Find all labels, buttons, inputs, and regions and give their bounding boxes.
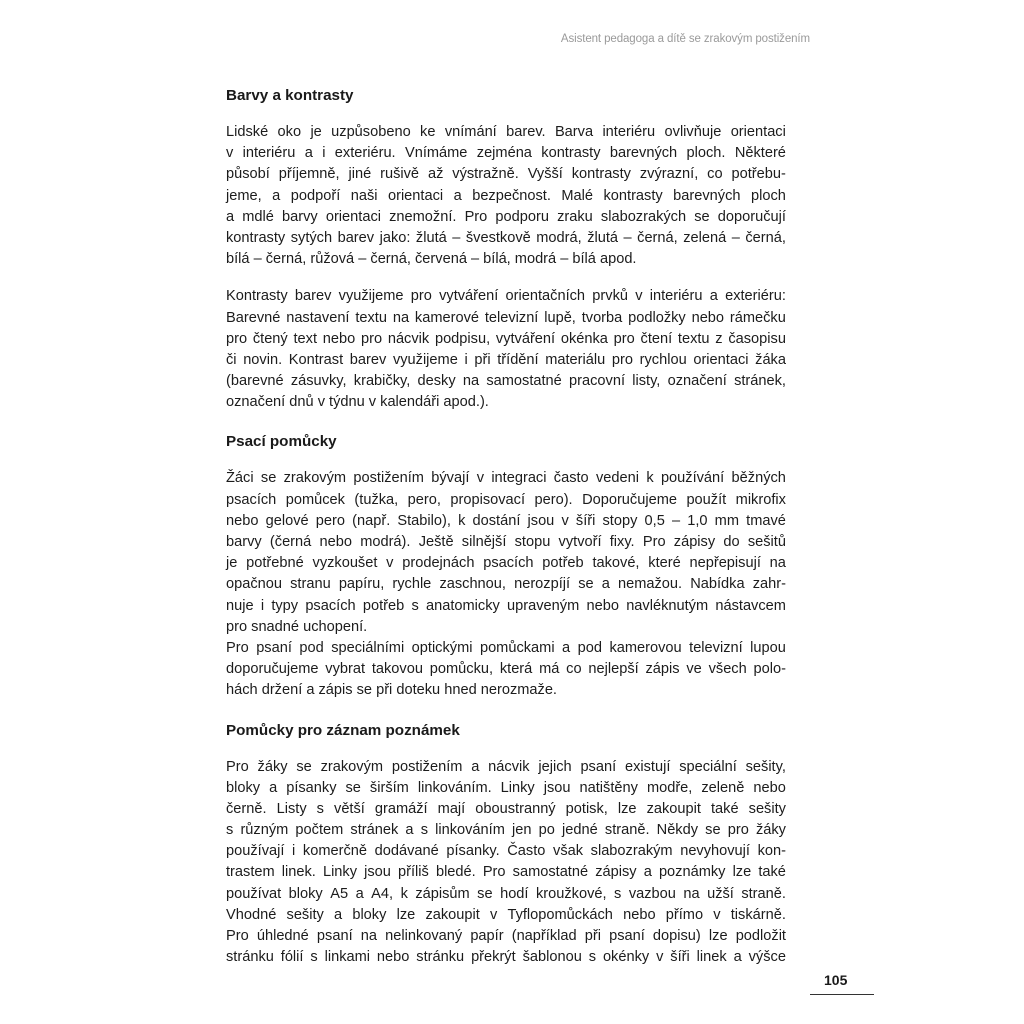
text-line: stránku fólií s linkami nebo stránku překrýt šablonou s okénky v šíři linek a výšce	[226, 949, 786, 966]
text-line: opačnou stranu papíru, rychle zaschnou, nerozpíjí se a nemažou. Nabídka zahr-	[226, 576, 786, 593]
page-body	[226, 86, 786, 968]
text-line: s různým počtem stránek a s linkováním jen po jedné straně. Někdy se pro žáky	[226, 822, 786, 839]
paragraph	[226, 468, 786, 638]
section-heading-psaci-pomucky: Psací pomůcky	[226, 433, 337, 451]
text-line: kontrasty sytých barev jako: žlutá – švestkově modrá, žlutá – černá, zelená – černá,	[226, 229, 786, 246]
text-line: Kontrasty barev využijeme pro vytváření orientačních prvků v interiéru a exteriéru:	[226, 288, 786, 305]
text-line: hách držení a zápis se při doteku hned nerozmaže.	[226, 682, 557, 699]
text-line: a mdlé barvy orientaci znemožní. Pro podporu zraku slabozrakých se doporučují	[226, 208, 786, 225]
text-line: trastem linek. Linky jsou příliš bledé. Pro samostatné zápisy a poznámky lze také	[226, 864, 786, 881]
text-line: barvy (černá nebo modrá). Ještě silnější stopu vytvoří fixy. Pro zápisy do sešitů	[226, 534, 786, 550]
section-heading-barvy: Barvy a kontrasty	[226, 87, 354, 104]
running-header: Asistent pedagoga a dítě se zrakovým postižením	[560, 33, 810, 45]
text-line: (barevné zásuvky, krabičky, desky na samostatné pracovní listy, označení stránek,	[226, 373, 786, 390]
text-line: označení dnů v týdnu v kalendáři apod.).	[226, 394, 489, 411]
text-line: pro snadné uchopení.	[226, 618, 368, 635]
section-heading-pomucky-zaznam: Pomůcky pro záznam poznámek	[226, 721, 460, 739]
text-line: je potřebné vyzkoušet v prodejnách psacích potřeb takové, které nepřepisují na	[226, 555, 786, 572]
text-line: černě. Listy s větší gramáží mají oboustranný potisk, lze zakoupit také sešity	[226, 800, 786, 817]
text-line: Žáci se zrakovým postižením bývají v integraci často vedeni k používání běžných	[226, 470, 786, 487]
text-line: působí příjemně, jiné rušivě až výstražně. Vyšší kontrasty zvýrazní, co potřebu-	[226, 166, 786, 183]
text-line: pro čtený text nebo pro nácvik podpisu, vytváření okénka pro čtení textu z časopisu	[226, 330, 786, 347]
text-line: bílá – černá, růžová – černá, červená – bílá, modrá – bílá apod.	[226, 251, 637, 268]
text-line: bloky a písanky se širším linkováním. Linky jsou natištěny modře, zeleně nebo	[226, 779, 786, 796]
text-line: Vhodné sešity a bloky lze zakoupit v Tyflopomůckách nebo přímo v tiskárně.	[226, 906, 786, 923]
paragraph	[226, 757, 786, 969]
text-line: doporučujeme vybrat takovou pomůcku, která má co nejlepší zápis ve všech polo-	[226, 661, 786, 678]
text-line: v interiéru a i exteriéru. Vnímáme zejména kontrasty barevných ploch. Některé	[226, 145, 786, 162]
page-number: 105	[824, 972, 848, 988]
text-line: používají i komerčně dodávané písanky. Často však slabozrakým nevyhovují kon-	[226, 843, 786, 860]
text-line: jeme, a podpoří naši orientaci a bezpečnost. Malé kontrasty barevných ploch	[226, 187, 786, 204]
paragraph	[226, 286, 786, 413]
text-line: nebo gelové pero (např. Stabilo), k dostání jsou v šíři stopy 0,5 – 1,0 mm tmavé	[226, 512, 786, 529]
paragraph	[226, 122, 786, 270]
paragraph	[226, 638, 786, 702]
text-line: používat bloky A5 a A4, k zápisům se hodí kroužkové, s vazbou na užší straně.	[226, 885, 786, 902]
page-number-rule	[810, 994, 874, 995]
text-line: psacích pomůcek (tužka, pero, propisovací pero). Doporučujeme použít mikrofix	[226, 491, 786, 508]
text-line: Barevné nastavení textu na kamerové televizní lupě, tvorba podložky nebo rámečku	[226, 309, 786, 326]
text-line: nuje i typy psacích potřeb s anatomicky upraveným nebo navléknutým nástavcem	[226, 597, 786, 614]
text-line: Pro žáky se zrakovým postižením a nácvik jejich psaní existují speciální sešity,	[226, 758, 786, 775]
text-line: či novin. Kontrast barev využijeme i při třídění materiálu pro rychlou orientaci žáka	[226, 351, 786, 368]
text-line: Pro úhledné psaní na nelinkovaný papír (například při psaní dopisu) lze podložit	[226, 928, 786, 944]
text-line: Lidské oko je uzpůsobeno ke vnímání barev. Barva interiéru ovlivňuje orientaci	[226, 124, 786, 140]
text-line: Pro psaní pod speciálními optickými pomůckami a pod kamerovou televizní lupou	[226, 639, 786, 656]
